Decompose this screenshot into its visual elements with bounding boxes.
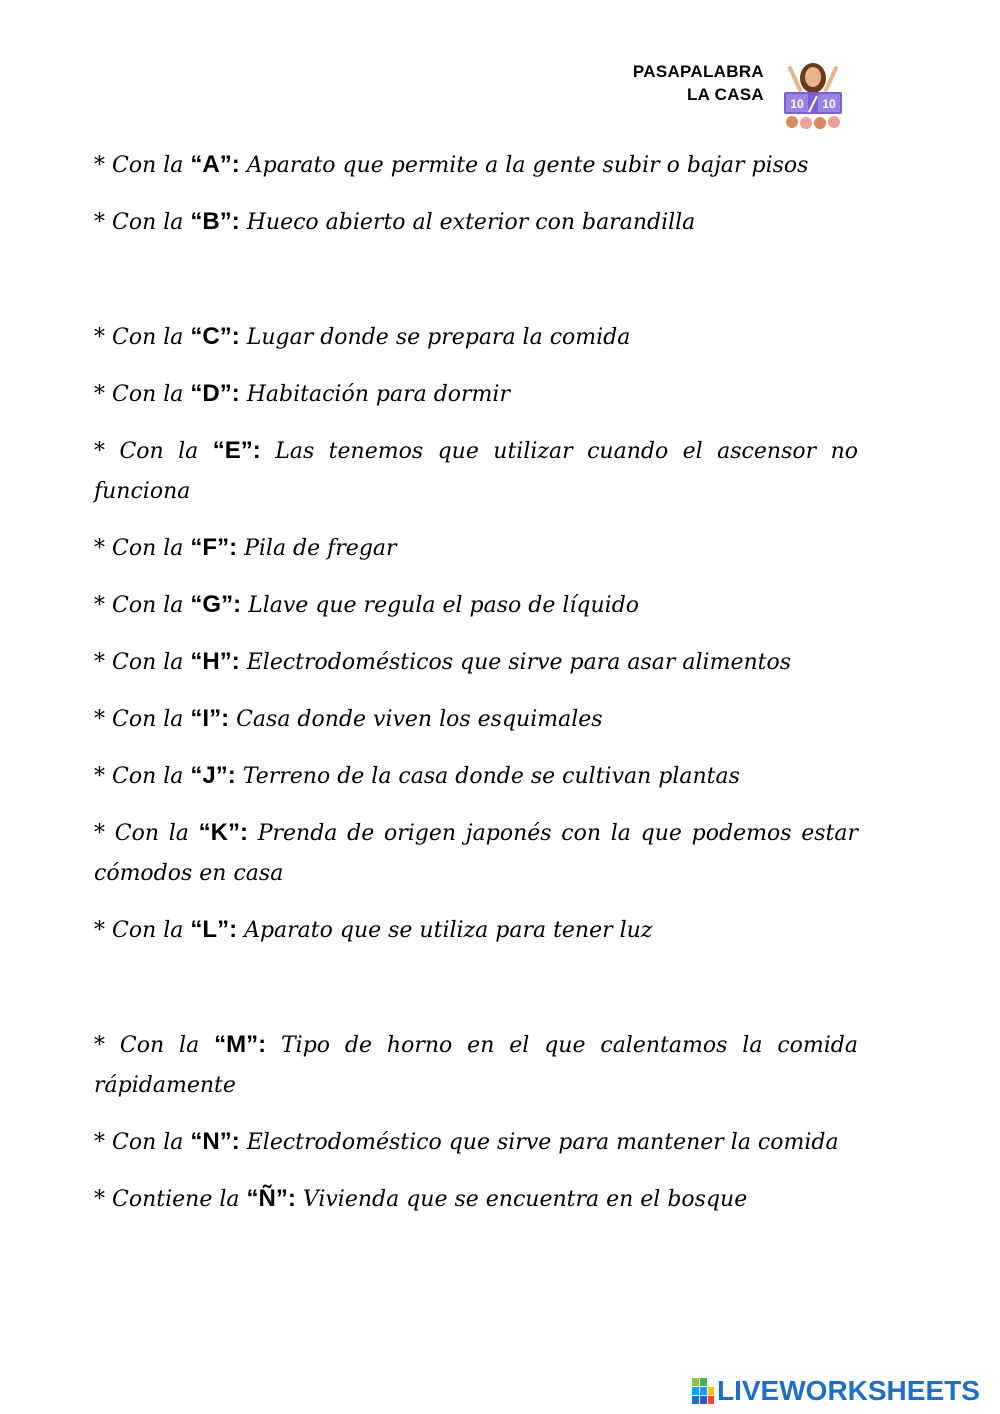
clue-text: Casa donde viven los esquimales [236, 707, 603, 732]
clue-letter: “C”: [190, 323, 240, 350]
clue-letter: “A”: [190, 151, 240, 178]
clue-prefix: Con la [112, 153, 184, 178]
clue-prefix: Con la [112, 382, 184, 407]
clue-text: Terreno de la casa donde se cultivan plantas [242, 764, 740, 789]
logo-text: LIVEWORKSHEETS [717, 1375, 980, 1406]
clue-prefix: Con la [112, 918, 184, 943]
clue-a: * Con la “A”: Aparato que permite a la gente subir o bajar pisos [94, 151, 809, 178]
clue-prefix: Con la [119, 1033, 200, 1058]
clue-letter: “H”: [190, 648, 240, 675]
clue-text: Llave que regula el paso de líquido [248, 593, 640, 618]
liveworksheets-logo-icon [692, 1378, 714, 1404]
clue-d: * Con la “D”: Habitación para dormir [94, 380, 510, 407]
clue-prefix: Con la [114, 821, 189, 846]
clue-letter: “K”: [198, 819, 248, 846]
score-right: 10 [822, 97, 836, 111]
clue-text: Aparato que se utiliza para tener luz [244, 918, 653, 943]
clue-prefix: Con la [112, 764, 184, 789]
clue-text: Vivienda que se encuentra en el bosque [302, 1187, 748, 1212]
clue-prefix: Con la [112, 593, 184, 618]
clue-letter: “F”: [190, 534, 238, 561]
clue-letter: “D”: [190, 380, 240, 407]
clue-letter: “I”: [190, 705, 230, 732]
clue-prefix: Con la [112, 325, 184, 350]
clue-c: * Con la “C”: Lugar donde se prepara la comida [94, 323, 631, 350]
worksheet-title [560, 60, 764, 106]
clue-text: Tipo de horno en el que calentamos la comida rápidamente [94, 1033, 858, 1098]
score-left: 10 [790, 97, 804, 111]
clue-text: Lugar donde se prepara la comida [246, 325, 631, 350]
clue-prefix: Con la [112, 707, 184, 732]
clue-prefix: Con la [112, 1130, 184, 1155]
clue-prefix: Con la [112, 536, 184, 561]
clue-prefix: Con la [112, 650, 184, 675]
clue-j: * Con la “J”: Terreno de la casa donde se cultivan plantas [94, 762, 740, 789]
clue-letter: “Ñ”: [246, 1185, 296, 1212]
clue-text: Hueco abierto al exterior con barandilla [246, 210, 696, 235]
clue-letter: “E”: [212, 437, 261, 464]
clue-text: Habitación para dormir [246, 382, 510, 407]
clue-prefix: Con la [112, 210, 184, 235]
clue-l: * Con la “L”: Aparato que se utiliza para tener luz [94, 916, 653, 943]
clue-m: * Con la “M”: Tipo de horno en el que calentamos la comida rápidamente [94, 1031, 858, 1098]
clue-letter: “L”: [190, 916, 238, 943]
clue-n: * Con la “N”: Electrodoméstico que sirve para mantener la comida [94, 1128, 839, 1155]
clue-text: Pila de fregar [244, 536, 397, 561]
clue-letter: “G”: [190, 591, 242, 618]
liveworksheets-logo[interactable] [692, 1376, 980, 1406]
clue-letter: “N”: [190, 1128, 240, 1155]
clue-h: * Con la “H”: Electrodomésticos que sirve para asar alimentos [94, 648, 792, 675]
clue-f: * Con la “F”: Pila de fregar [94, 534, 397, 561]
clue-g: * Con la “G”: Llave que regula el paso de líquido [94, 591, 640, 618]
clue-e: * Con la “E”: Las tenemos que utilizar cuando el ascensor no funciona [94, 437, 858, 504]
clue-enye: * Contiene la “Ñ”: Vivienda que se encuentra en el bosque [94, 1185, 748, 1212]
clue-b: * Con la “B”: Hueco abierto al exterior con barandilla [94, 208, 696, 235]
clue-text: Electrodomésticos que sirve para asar alimentos [246, 650, 792, 675]
title-line-2: LA CASA [686, 85, 764, 104]
clue-text: Aparato que permite a la gente subir o bajar pisos [246, 153, 809, 178]
clue-letter: “B”: [190, 208, 240, 235]
clue-text: Prenda de origen japonés con la que podemos estar cómodos en casa [94, 821, 859, 886]
title-line-1: PASAPALABRA [632, 62, 764, 81]
clue-letter: “J”: [190, 762, 236, 789]
bitmoji-avatar-icon [780, 60, 846, 130]
clue-text: Electrodoméstico que sirve para mantener la comida [246, 1130, 839, 1155]
clue-list [94, 145, 858, 1220]
clue-prefix: Con la [119, 439, 199, 464]
clue-i: * Con la “I”: Casa donde viven los esquimales [94, 705, 603, 732]
clue-prefix: Contiene la [112, 1187, 240, 1212]
clue-letter: “M”: [214, 1031, 267, 1058]
clue-text: Las tenemos que utilizar cuando el ascensor no funciona [94, 439, 858, 504]
clue-k: * Con la “K”: Prenda de origen japonés con la que podemos estar cómodos en casa [94, 819, 859, 886]
